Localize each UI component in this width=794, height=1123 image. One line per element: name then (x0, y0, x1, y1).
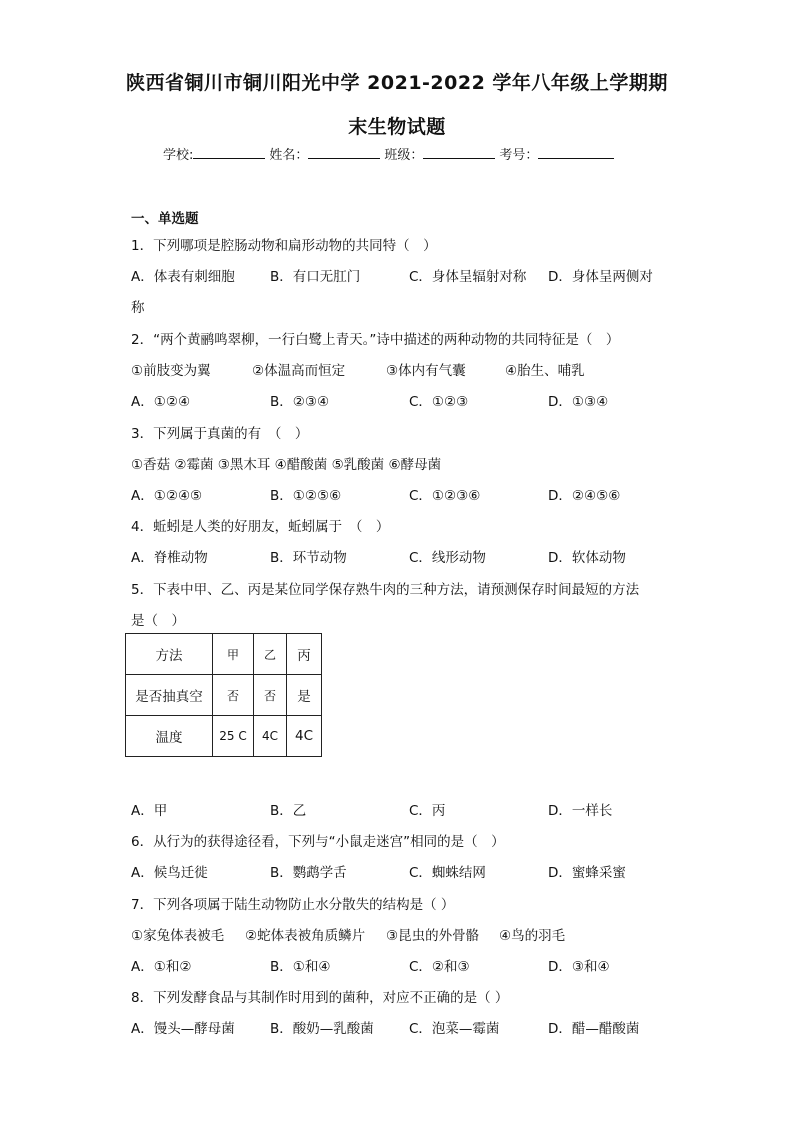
q2-option-b[interactable]: B．②③④ (270, 394, 330, 410)
question-7-stem: 7．下列各项属于陆生动物防止水分散失的结构是（ ） (131, 897, 455, 913)
q2-item-4: ④胎生、哺乳 (505, 363, 585, 379)
table-cell: 乙 (254, 634, 287, 675)
q2-item-2: ②体温高而恒定 (252, 363, 346, 379)
section-heading: 一、单选题 (131, 211, 199, 227)
preservation-methods-table (125, 633, 322, 757)
q2-item-1: ①前肢变为翼 (131, 363, 211, 379)
q7-item-2: ②蛇体表被角质鳞片 (245, 928, 366, 944)
table-row (126, 634, 322, 675)
q6-option-a[interactable]: A．候鸟迁徙 (131, 865, 208, 881)
table-cell: 否 (213, 675, 254, 716)
table-cell: 25 C (213, 716, 254, 757)
q4-option-b[interactable]: B．环节动物 (270, 550, 347, 566)
q3-option-d[interactable]: D．②④⑤⑥ (548, 488, 621, 504)
q1-option-b[interactable]: B．有口无肛门 (270, 269, 361, 285)
table-cell: 甲 (213, 634, 254, 675)
q1-option-c[interactable]: C．身体呈辐射对称 (409, 269, 527, 285)
q8-option-c[interactable]: C．泡菜—霉菌 (409, 1021, 500, 1037)
exam-title-line-2: 末生物试题 (348, 116, 446, 138)
q7-item-4: ④鸟的羽毛 (499, 928, 566, 944)
table-row (126, 675, 322, 716)
q4-option-d[interactable]: D．软体动物 (548, 550, 626, 566)
q7-option-a[interactable]: A．①和② (131, 959, 192, 975)
q3-option-c[interactable]: C．①②③⑥ (409, 488, 481, 504)
table-cell: 是 (287, 675, 322, 716)
q2-option-c[interactable]: C．①②③ (409, 394, 469, 410)
school-blank[interactable] (193, 146, 265, 159)
question-8-stem: 8．下列发酵食品与其制作时用到的菌种，对应不正确的是（ ） (131, 990, 509, 1006)
name-label: 姓名： (269, 148, 309, 163)
q5-option-a[interactable]: A．甲 (131, 803, 168, 819)
exam-title-line-1: 陕西省铜川市铜川阳光中学 2021-2022 学年八年级上学期期 (126, 72, 668, 94)
q1-option-a[interactable]: A．体表有刺细胞 (131, 269, 235, 285)
q5-option-c[interactable]: C．丙 (409, 803, 446, 819)
question-6-stem: 6．从行为的获得途径看，下列与“小鼠走迷宫”相同的是（ ） (131, 834, 505, 850)
q4-option-c[interactable]: C．线形动物 (409, 550, 486, 566)
q2-option-a[interactable]: A．①②④ (131, 394, 191, 410)
question-1-stem: 1．下列哪项是腔肠动物和扁形动物的共同特（ ） (131, 238, 437, 254)
q3-items: ①香菇 ②霉菌 ③黑木耳 ④醋酸菌 ⑤乳酸菌 ⑥酵母菌 (131, 457, 442, 473)
q8-option-b[interactable]: B．酸奶—乳酸菌 (270, 1021, 374, 1037)
table-cell: 丙 (287, 634, 322, 675)
q5-option-d[interactable]: D．一样长 (548, 803, 613, 819)
q3-option-b[interactable]: B．①②⑤⑥ (270, 488, 342, 504)
q5-option-b[interactable]: B．乙 (270, 803, 307, 819)
table-cell: 是否抽真空 (126, 675, 213, 716)
question-4-stem: 4．蚯蚓是人类的好朋友，蚯蚓属于 （ ） (131, 519, 390, 535)
class-label: 班级： (384, 148, 424, 163)
question-5-stem-wrap: 是（ ） (131, 613, 185, 629)
question-2-stem: 2．“两个黄鹂鸣翠柳，一行白鹭上青天。”诗中描述的两种动物的共同特征是（ ） (131, 332, 620, 348)
student-info-row (163, 144, 618, 163)
question-5-stem: 5．下表中甲、乙、丙是某位同学保存熟牛肉的三种方法，请预测保存时间最短的方法 (131, 582, 640, 598)
number-blank[interactable] (538, 146, 614, 159)
q8-option-d[interactable]: D．醋—醋酸菌 (548, 1021, 640, 1037)
school-label: 学校: (163, 148, 194, 163)
table-cell: 否 (254, 675, 287, 716)
q1-option-d[interactable]: D．身体呈两侧对 (548, 269, 653, 285)
q8-option-a[interactable]: A．馒头—酵母菌 (131, 1021, 235, 1037)
q1-option-d-wrap: 称 (131, 300, 145, 316)
q2-option-d[interactable]: D．①③④ (548, 394, 609, 410)
table-row (126, 716, 322, 757)
q3-option-a[interactable]: A．①②④⑤ (131, 488, 203, 504)
q7-item-1: ①家兔体表被毛 (131, 928, 225, 944)
q7-item-3: ③昆虫的外骨骼 (386, 928, 480, 944)
q6-option-b[interactable]: B．鹦鹉学舌 (270, 865, 347, 881)
q7-option-c[interactable]: C．②和③ (409, 959, 470, 975)
number-label: 考号： (499, 148, 539, 163)
q4-option-a[interactable]: A．脊椎动物 (131, 550, 208, 566)
q7-option-b[interactable]: B．①和④ (270, 959, 331, 975)
table-cell: 4C (254, 716, 287, 757)
q6-option-d[interactable]: D．蜜蜂采蜜 (548, 865, 626, 881)
question-3-stem: 3．下列属于真菌的有 （ ） (131, 426, 309, 442)
q6-option-c[interactable]: C．蜘蛛结网 (409, 865, 486, 881)
table-cell: 4C (287, 716, 322, 757)
class-blank[interactable] (423, 146, 495, 159)
q2-item-3: ③体内有气囊 (386, 363, 466, 379)
name-blank[interactable] (308, 146, 380, 159)
q7-option-d[interactable]: D．③和④ (548, 959, 610, 975)
table-cell: 温度 (126, 716, 213, 757)
table-cell: 方法 (126, 634, 213, 675)
